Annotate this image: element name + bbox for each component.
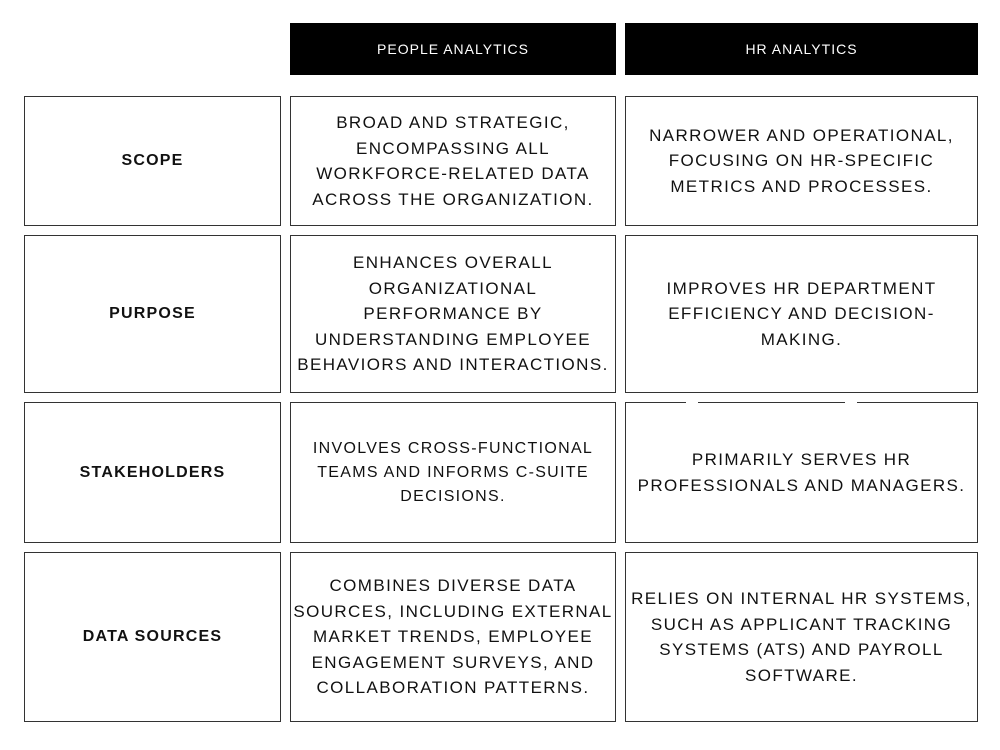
purpose-hr-cell: IMPROVES HR DEPARTMENT EFFICIENCY AND DECISION-MAKING. [625, 235, 978, 393]
border-gap-left [686, 400, 698, 405]
scope-hr-cell: NARROWER AND OPERATIONAL, FOCUSING ON HR-SPECIFIC METRICS AND PROCESSES. [625, 96, 978, 226]
data-sources-hr-cell: RELIES ON INTERNAL HR SYSTEMS, SUCH AS APPLICANT TRACKING SYSTEMS (ATS) AND PAYROLL SOFTWARE. [625, 552, 978, 722]
stakeholders-people-cell: INVOLVES CROSS-FUNCTIONAL TEAMS AND INFORMS C-SUITE DECISIONS. [290, 402, 616, 543]
border-gap-right [845, 400, 857, 405]
stakeholders-hr-cell: PRIMARILY SERVES HR PROFESSIONALS AND MANAGERS. [625, 402, 978, 543]
data-sources-people-cell: COMBINES DIVERSE DATA SOURCES, INCLUDING EXTERNAL MARKET TRENDS, EMPLOYEE ENGAGEMENT SURVEYS, AND COLLABORATION PATTERNS. [290, 552, 616, 722]
row-label-purpose: PURPOSE [24, 235, 281, 393]
header-people-analytics: PEOPLE ANALYTICS [290, 23, 616, 75]
scope-people-cell: BROAD AND STRATEGIC, ENCOMPASSING ALL WORKFORCE-RELATED DATA ACROSS THE ORGANIZATION. [290, 96, 616, 226]
row-label-scope: SCOPE [24, 96, 281, 226]
purpose-people-cell: ENHANCES OVERALL ORGANIZATIONAL PERFORMANCE BY UNDERSTANDING EMPLOYEE BEHAVIORS AND INTERACTIONS. [290, 235, 616, 393]
row-label-stakeholders: STAKEHOLDERS [24, 402, 281, 543]
row-label-data-sources: DATA SOURCES [24, 552, 281, 722]
header-hr-analytics: HR ANALYTICS [625, 23, 978, 75]
